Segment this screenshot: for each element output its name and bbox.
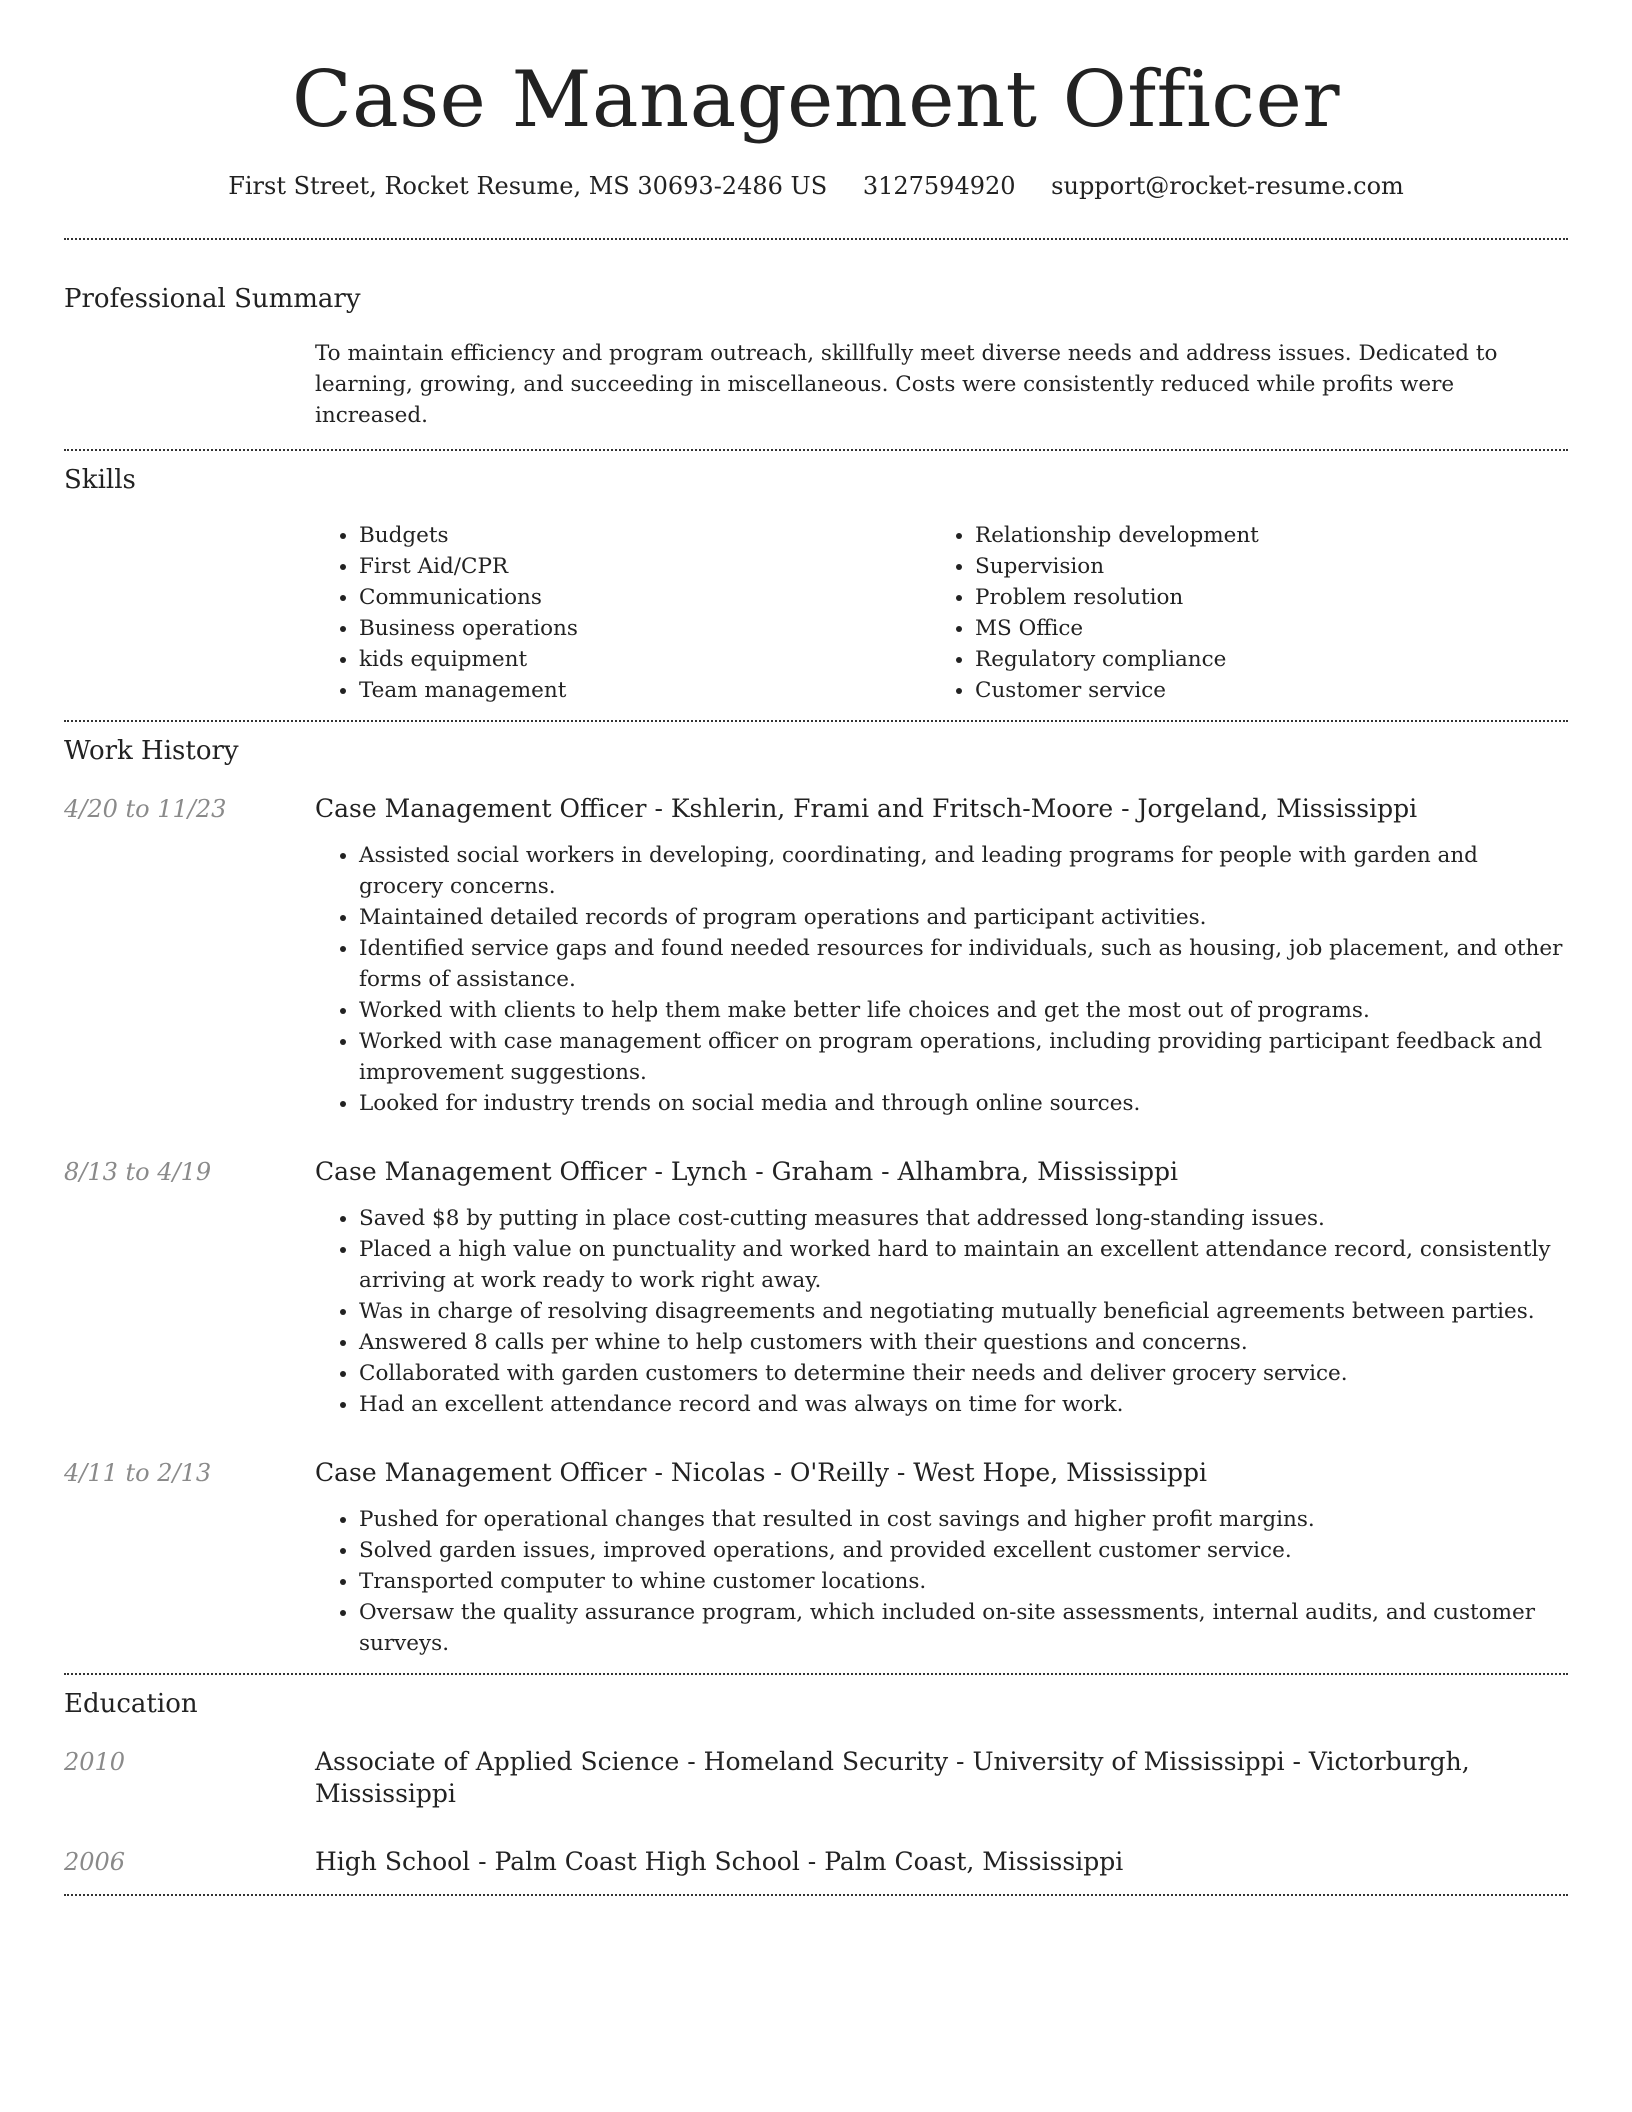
job-title: Case Management Officer - Nicolas - O'Reilly - West Hope, Mississippi [315,1458,1208,1487]
job-dates: 4/20 to 11/23 [64,795,227,823]
skill-item: • MS Office [975,613,1547,644]
contact-address: First Street, Rocket Resume, MS 30693-2486 US [228,172,828,200]
job-entry [64,793,1568,1119]
job-bullet: • Maintained detailed records of program operations and participant activities. [359,902,1568,933]
job-bullet: • Assisted social workers in developing, coordinating, and leading programs for people with garden and grocery concerns. [359,840,1568,902]
job-body [315,793,1568,1119]
education-title: Associate of Applied Science - Homeland Security - University of Mississippi - Victorburgh, Mississippi [315,1747,1470,1808]
job-bullets [315,1203,1568,1420]
skills-content [315,520,1568,706]
job-bullet: • Pushed for operational changes that resulted in cost savings and higher profit margins. [359,1504,1568,1535]
job-bullet: • Placed a high value on punctuality and worked hard to maintain an excellent attendance record, consistently arriving at work ready to work right away. [359,1234,1568,1296]
job-bullets [315,840,1568,1119]
summary-section [64,240,1568,431]
work-history-section [64,722,1568,1659]
job-title: Case Management Officer - Lynch - Graham - Alhambra, Mississippi [315,1157,1178,1186]
candidate-name: Case Management Officer [291,55,1341,145]
skill-item: • Team management [359,675,931,706]
skills-list [315,520,1568,706]
education-section [64,1675,1568,1878]
education-entry [64,1846,1568,1878]
job-bullet: • Worked with case management officer on program operations, including providing participant feedback and improvement suggestions. [359,1026,1568,1088]
skill-item: • Customer service [975,675,1547,706]
job-body [315,1156,1568,1420]
job-bullet: • Was in charge of resolving disagreements and negotiating mutually beneficial agreements between parties. [359,1296,1568,1327]
contact-email: support@rocket-resume.com [1051,172,1404,200]
summary-heading: Professional Summary [64,284,361,314]
job-bullet: • Answered 8 calls per whine to help customers with their questions and concerns. [359,1327,1568,1358]
job-bullet: • Saved $8 by putting in place cost-cutting measures that addressed long-standing issues. [359,1203,1568,1234]
divider [64,1894,1568,1896]
education-year: 2006 [64,1848,126,1876]
skills-column-left [315,520,931,706]
job-bullet: • Identified service gaps and found needed resources for individuals, such as housing, job placement, and other forms of assistance. [359,933,1568,995]
skills-heading: Skills [64,465,136,495]
skill-item: • First Aid/CPR [359,551,931,582]
job-dates: 4/11 to 2/13 [64,1459,212,1487]
job-bullet: • Looked for industry trends on social media and through online sources. [359,1088,1568,1119]
skill-item: • Relationship development [975,520,1547,551]
education-entry [64,1746,1568,1810]
job-dates: 8/13 to 4/19 [64,1158,212,1186]
job-bullet: • Oversaw the quality assurance program, which included on-site assessments, internal audits, and customer surveys. [359,1597,1568,1659]
education-year: 2010 [64,1748,126,1776]
work-history-heading: Work History [64,736,239,766]
skill-item: • Problem resolution [975,582,1547,613]
skill-item: • Supervision [975,551,1547,582]
skill-item: • Communications [359,582,931,613]
job-bullet: • Worked with clients to help them make better life choices and get the most out of programs. [359,995,1568,1026]
summary-content [315,338,1568,431]
summary-text: To maintain efficiency and program outreach, skillfully meet diverse needs and address issues. Dedicated to learning, growing, and succeeding in miscellaneous. Costs were consistently reduced while profits were increased. [315,341,1498,428]
contact-phone: 3127594920 [862,172,1016,200]
job-bullet: • Solved garden issues, improved operations, and provided excellent customer service. [359,1535,1568,1566]
job-title: Case Management Officer - Kshlerin, Frami and Fritsch-Moore - Jorgeland, Mississippi [315,794,1418,823]
skills-column-right [931,520,1547,706]
job-entry [64,1156,1568,1420]
skills-section [64,451,1568,706]
education-title: High School - Palm Coast High School - Palm Coast, Mississippi [315,1847,1124,1876]
job-body [315,1457,1568,1659]
skill-item: • Business operations [359,613,931,644]
job-bullet: • Transported computer to whine customer locations. [359,1566,1568,1597]
skill-item: • Budgets [359,520,931,551]
job-bullets [315,1504,1568,1659]
resume-header [64,0,1568,202]
skill-item: • Regulatory compliance [975,644,1547,675]
skill-item: • kids equipment [359,644,931,675]
education-heading: Education [64,1689,198,1719]
job-entry [64,1457,1568,1659]
job-bullet: • Collaborated with garden customers to determine their needs and deliver grocery service. [359,1358,1568,1389]
job-bullet: • Had an excellent attendance record and was always on time for work. [359,1389,1568,1420]
contact-line [64,170,1568,202]
